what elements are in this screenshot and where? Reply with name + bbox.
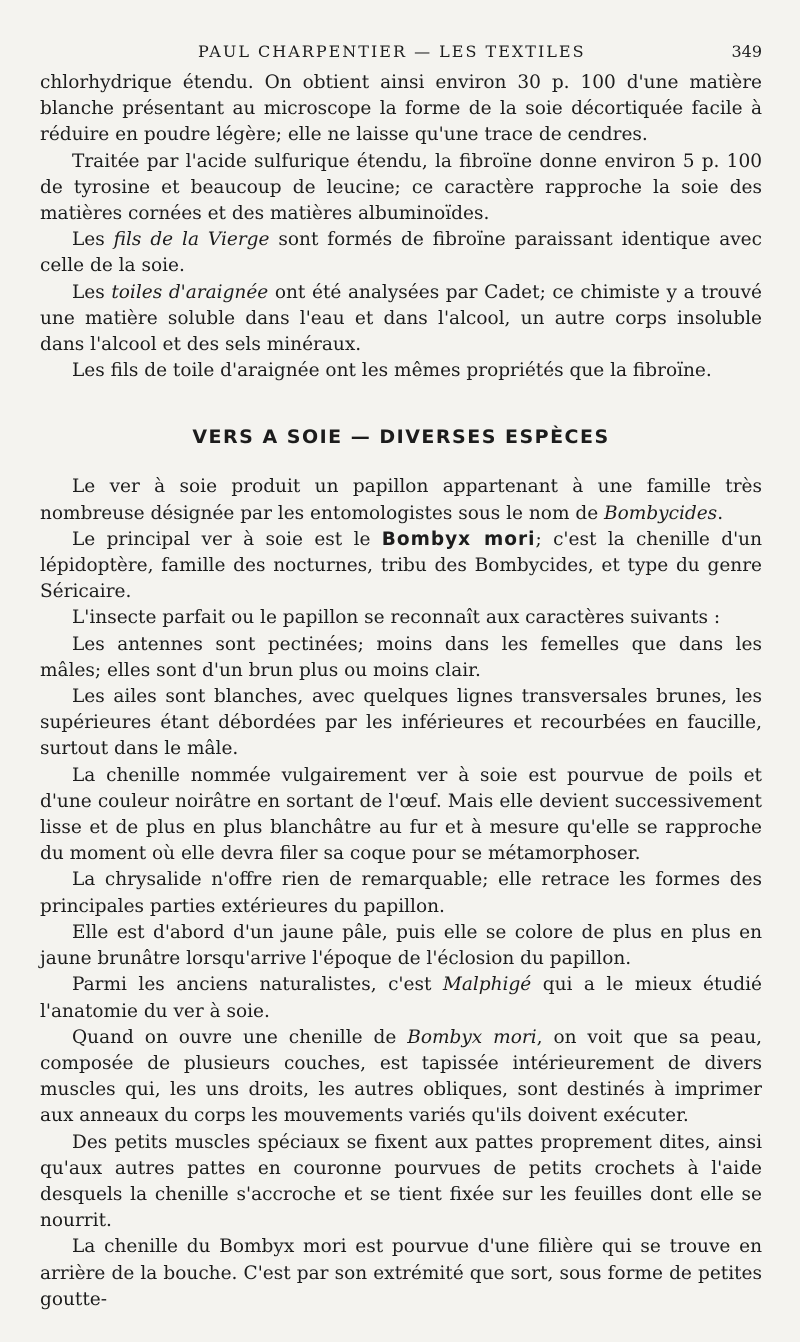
paragraph: chlorhydrique étendu. On obtient ainsi environ 30 p. 100 d'une matière blanche présentant au microscope la forme de la soie décortiquée facile à réduire en poudre légère; elle ne laisse qu'une trace de cendres.	[40, 72, 762, 146]
italic-term: Bombyx mori	[407, 1026, 537, 1048]
page-number: 349	[731, 42, 762, 61]
paragraph: Le principal ver à soie est le Bombyx mori; c'est la chenille d'un lépidoptère, famille des nocturnes, tribu des Bombycides, et type du genre Séricaire.	[40, 528, 762, 603]
paragraph: L'insecte parfait ou le papillon se reconnaît aux caractères suivants :	[72, 607, 721, 629]
paragraph: Quand on ouvre une chenille de Bombyx mori, on voit que sa peau, composée de plusieurs couches, est tapissée intérieurement de divers muscles qui, les uns droits, les autres obliques, sont destinés à imprimer aux anneaux du corps les mouvements variés qu'ils doivent exécuter.	[40, 1026, 763, 1127]
running-title: PAUL CHARPENTIER — LES TEXTILES	[198, 42, 586, 61]
paragraph: Les antennes sont pectinées; moins dans les femelles que dans les mâles; elles sont d'un brun plus ou moins clair.	[40, 633, 762, 681]
paragraph: Les fils de toile d'araignée ont les mêmes propriétés que la fibroïne.	[72, 360, 712, 382]
species-name: Bombyx mori	[381, 528, 536, 550]
italic-term: Malphigé	[442, 974, 532, 996]
paragraph: La chenille du Bombyx mori est pourvue d'une filière qui se trouve en arrière de la bouche. C'est par son extrémité que sort, sous forme de petites goutte-	[40, 1236, 762, 1310]
paragraph: Des petits muscles spéciaux se fixent aux pattes proprement dites, ainsi qu'aux autres pattes en couronne pourvues de petits crochets à l'aide desquels la chenille s'accroche et se tient fixée sur les feuilles dont elle se nourrit.	[40, 1131, 762, 1232]
paragraph: Les fils de la Vierge sont formés de fibroïne paraissant identique avec celle de la soie.	[40, 229, 762, 277]
paragraph: Traitée par l'acide sulfurique étendu, la fibroïne donne environ 5 p. 100 de tyrosine et beaucoup de leucine; ce caractère rapproche la soie des matières cornées et des matières albuminoïdes.	[40, 150, 762, 225]
paragraph: Les ailes sont blanches, avec quelques lignes transversales brunes, les supérieures étant débordées par les inférieures et recourbées en faucille, surtout dans le mâle.	[40, 686, 762, 760]
paragraph: Le ver à soie produit un papillon appartenant à une famille très nombreuse désignée par les entomologistes sous le nom de Bombycides.	[40, 476, 762, 524]
paragraph: Les toiles d'araignée ont été analysées par Cadet; ce chimiste y a trouvé une matière soluble dans l'eau et dans l'alcool, un autre corps insoluble dans l'alcool et des sels minéraux.	[40, 281, 762, 356]
italic-term: Bombycides	[604, 502, 718, 524]
paragraph: Parmi les anciens naturalistes, c'est Malphigé qui a le mieux étudié l'anatomie du ver à soie.	[40, 974, 762, 1022]
body-text	[40, 70, 762, 1313]
paragraph: La chenille nommée vulgairement ver à soie est pourvue de poils et d'une couleur noirâtre en sortant de l'œuf. Mais elle devient successivement lisse et de plus en plus blanchâtre au fur et à mesure qu'elle se rapproche du moment où elle devra filer sa coque pour se métamorphoser.	[40, 764, 762, 865]
paragraph: Elle est d'abord d'un jaune pâle, puis elle se colore de plus en plus en jaune brunâtre lorsqu'arrive l'époque de l'éclosion du papillon.	[40, 921, 762, 970]
section-heading: VERS A SOIE — DIVERSES ESPÈCES	[192, 426, 610, 449]
paragraph: La chrysalide n'offre rien de remarquable; elle retrace les formes des principales parties extérieures du papillon.	[40, 869, 762, 917]
italic-term: toiles d'araignée	[111, 281, 269, 303]
running-head	[40, 38, 762, 64]
italic-term: fils de la Vierge	[113, 229, 270, 251]
